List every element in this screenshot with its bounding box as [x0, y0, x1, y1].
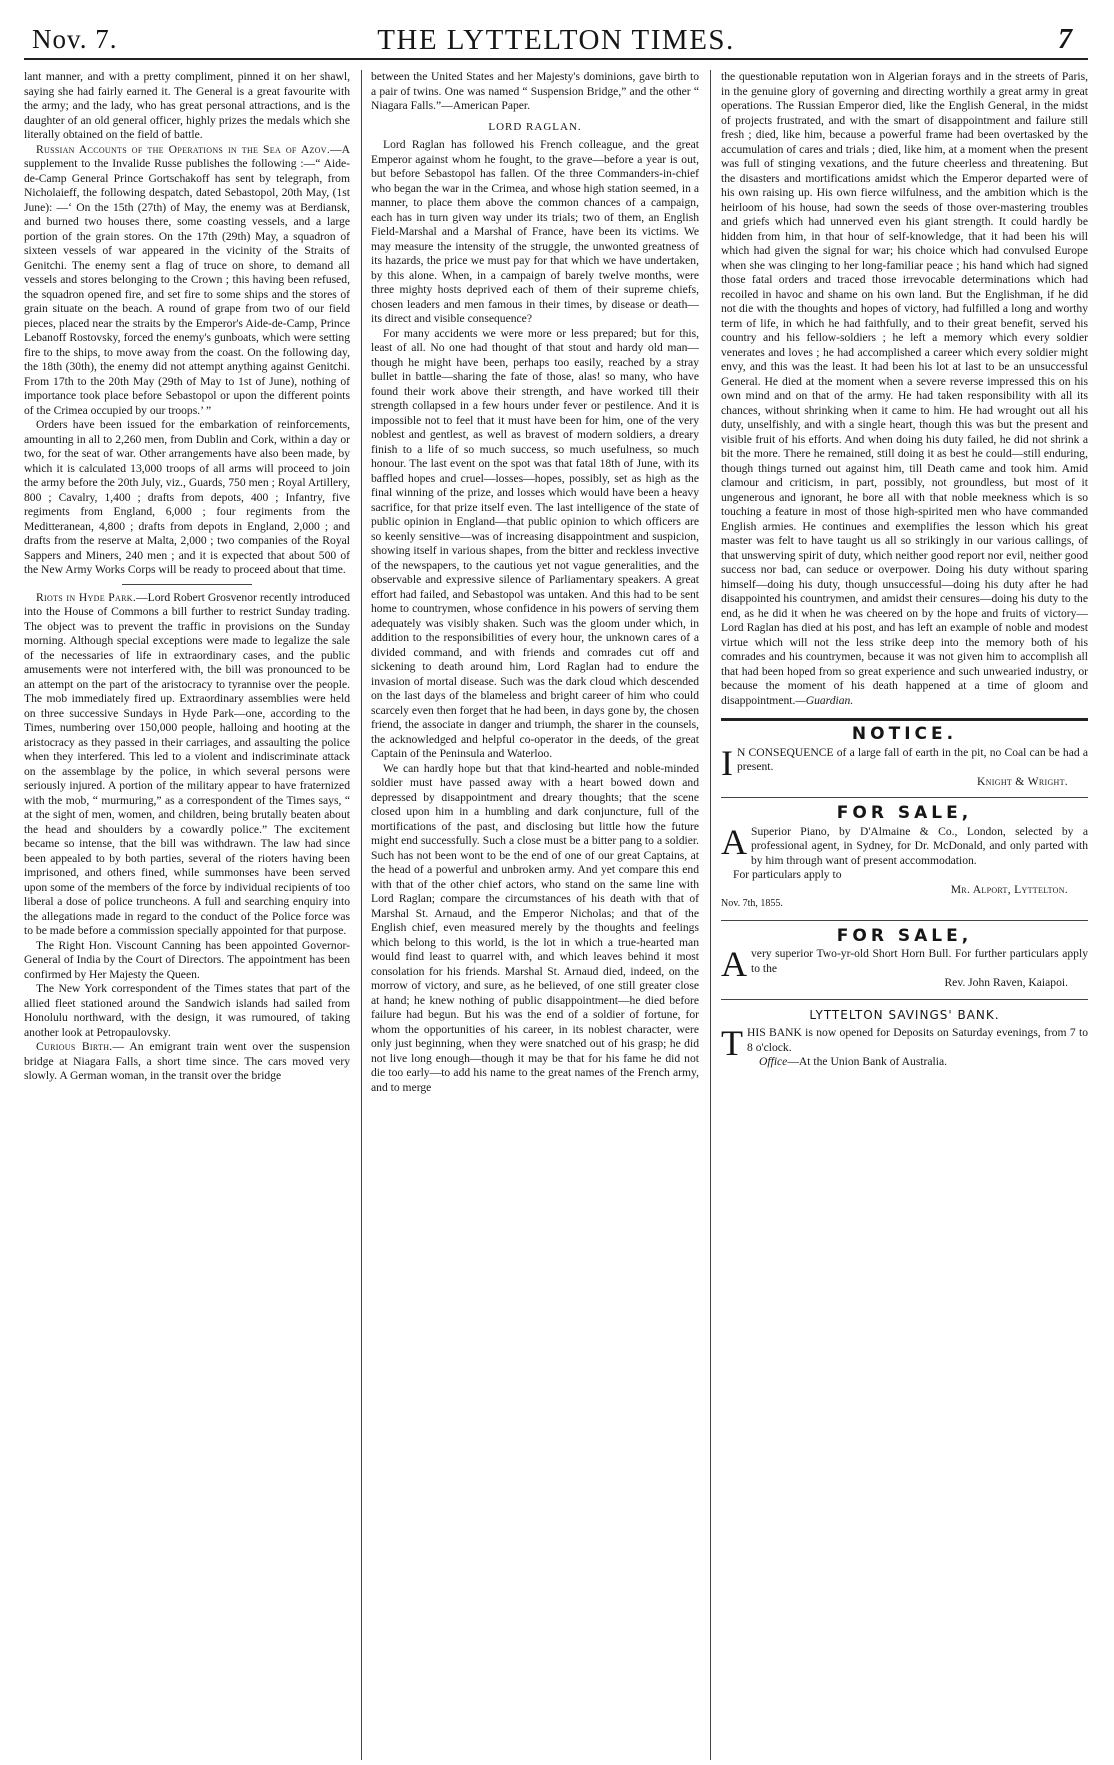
article-body: the questionable reputation won in Algerian forays and in the streets of Paris, in the genuine glory of governing and directing worthily a great army in great operations. The Russian Emperor died, like the English General, in the midst of projects frustrated, and with the smart of disappointment and failure still fresh ; died, like him, because a powerful frame had been overtasked by the accumulation of cares and trials ; died, like him, at a moment when the present was full of stinging vexations, and the future cheerless and threatening. But the disasters and mortifications amidst which the Emperor departed were of his own raising up. His own fierce wilfulness, and the ambition which is the heirloom of his house, had sown the seeds of those over-mastering troubles and griefs which had unnerved even his giant strength. It could hardly be hidden from him, in that hour of self-knowledge, that it had been his will which had given the signal for war; his choice which had convulsed Europe when she was clinging to her long-familiar peace ; his hand which had signed those fatal orders and traced those irrevocable determinations which had recoiled in havoc and shame on his own land. But the Englishman, if he did not die with the thoughts and hopes of victory, had fulfilled a long and worthy term of life, in which he had faithfully, and to their great benefit, served his country and his fellow-soldiers ; he left a memory which every soldier venerates and loves ; he had accomplished a career which every soldier might envy, and this was the least. It had been his lot at last to be an unsuccessful General. He died at the moment when a severe reverse impressed this on his own mind and on that of the army. He had taken responsibility with all its chances, without shrinking when it came to him. He had wrought out all his duty, unselfishly, and with a single heart, though this was but the present and visible fruit of his efforts. And when doing his duty failed, he did not shrink a bit the more. There he remained, still doing it as best he could—still enduring, though things turned out against him, till Death came and took him. Amid clamour and criticism, in part, possibly, not groundless, but most of it ungenerous and ignorant, he bore all with that noble meekness which is so touching a feature in most of those high-spirited men who have commanded English armies. He continues and exemplifies the lesson which his great master was felt to have taught us all so strikingly in our various callings, of that unswerving spirit of duty, which neither good report nor evil, neither good success nor bad, can seduce or overpower. Doing his duty without sparing himself—doing his duty, though unsuccessful—doing his duty after he had disappointed his countrymen, and amidst their censures—doing his duty to the end, as he did it when he was cheered on by the hope and fruits of victory—Lord Raglan has died at his post, and has left an example of noble and modest virtue which will not the less strike deep into the memory both of his comrades and his countrymen, because it was not given him to accomplish all that had been hoped from so great experience and such unwearied industry, or because the moment of his death happened at a time of gloom and disappointment.	[721, 70, 1088, 707]
ad-signature: Knight & Wright.	[977, 774, 1068, 788]
drop-cap: T	[721, 1023, 743, 1063]
column-2	[371, 70, 699, 1760]
article-new-york: The New York correspondent of the Times states that part of the allied fleet stationed around the Sandwich islands had sailed from Honolulu northward, with the design, it was rumoured, of taking another look at Petropaulovsky.	[24, 982, 350, 1039]
ad-for-sale-piano	[721, 803, 1088, 912]
article-russian-accounts	[24, 143, 350, 419]
article-canning: The Right Hon. Viscount Canning has been appointed Governor-General of India by the Court of Directors. The appointment has been confirmed by Her Majesty the Queen.	[24, 938, 350, 981]
article-curious-birth	[24, 1040, 350, 1084]
column-divider	[361, 70, 362, 1760]
article-paragraph: Lord Raglan has followed his French colleague, and the great Emperor against whom he fought, to the grave—before a year is out, but before Sebastopol has fallen. Of the three Commanders-in-chief who began the war in the Crimea, and whose high station seemed, in a manner, to place them above the common chances of a campaign, each has in turn given way under its trials; two of them, an English Field-Marshal and a Marshal of France, have been its victims. We may measure the intensity of the struggle, the unwonted greatness of its hazards, the price we must pay for that which we have undertaken, by this alone. When, in a campaign of barely twelve months, were three mighty hosts deprived each of them of their supreme chiefs, chosen leaders and men famous in their times, by disease or death—its direct and visible consequence?	[371, 138, 699, 325]
ad-office-text: —At the Union Bank of Australia.	[787, 1055, 948, 1068]
article-body: —A supplement to the Invalide Russe publishes the following :—“ Aide-de-Camp General Prince Gortschakoff has sent by telegraph, from Nicholaieff, the following despatch, dated Sebastopol, 20th May, (1st June): —‘ On the 15th (27th) of May, the enemy was at Berdiansk, and burned two houses there, some coasting vessels, and a large portion of the grain stores. On the 17th (29th) May, a squadron of sixteen vessels of war appeared in the vicinity of the Straits of Genitchi. The enemy sent a flag of truce on shore, to demand all vessels and stores belonging to the Crown ; this having been refused, the squadron opened fire, and set fire to some ships and the stores of grain situate on the beach. A round of grape from two of our field pieces, placed near the straits by the Emperor's Aide-de-Camp, Prince Lebanoff Rostovsky, forced the enemy's gunboats, which were setting fire to the ships, to move away from the coast. On the following day, the 18th (30th), the enemy did not attempt anything against Genitchi. From 17th to the 20th May (29th of May to 1st of June), nothing of importance took place before Sebastopol or upon the different points of the Crimea occupied by our troops.’ ”	[24, 142, 350, 417]
ad-signature: Mr. Alport, Lyttelton.	[950, 882, 1068, 896]
article-continuation: between the United States and her Majesty's dominions, gave birth to a pair of twins. One was named “ Suspension Bridge,” and the other “ Niagara Falls.”—American Paper.	[371, 70, 699, 112]
column-1	[24, 70, 350, 1760]
ad-divider	[721, 920, 1088, 921]
ad-body: Superior Piano, by D'Almaine & Co., London, selected by a professional agent, in Sydney, for Dr. McDonald, and only parted with by him through want of present accommodation.	[751, 824, 1088, 867]
ad-apply: For particulars apply to	[733, 868, 842, 881]
article-headline: Curious Birth.	[36, 1040, 113, 1053]
article-paragraph: For many accidents we were more or less prepared; but for this, least of all. No one had thought of that stout and hardy old man—though he might have been, perhaps too easily, reached by a stray bullet in battle—sharing the fate of those, alas! so many, who have found their work above their strength, and have worked till their strength collapsed in a few hours under fever or pestilence. And it is impossible not to feel that it must have been for him, one of the very noblest and gentlest, as well as bravest of modern soldiers, a dreary finish to a life of so much success, so much usefulness, so much honour. The last event on the spot was that fatal 18th of June, with its baffled hopes and cruel—losses—hopes, possibly, set as high as the final winning of the prize, and losses which would have been a heavy sacrifice, for that prize itself even. The last intelligence of the state of public opinion in England—that public opinion to which officers are so keenly sensitive—was of increasing disappointment and suspicion, showing itself in various shapes, from the bitter and reckless invective of the newspapers, to the cautious yet not vague generalities, and the observable and expressive silence of Parliamentary speakers. A great effort had failed, and Sebastopol was untaken. And this had to be sent home to countrymen, whose confidence in his powers of serving them adequately was visibly shaken. Such was the gloom under which, in addition to the responsibilities of every hour, the unknown cares of a divided command, and with friends and comrades cut off and sickening to death around him, Lord Raglan had to endure the invasion of mortal disease. Such was the dark cloud which descended on the last days of the blameless and bright career of him who could scarcely even then forget that he had been, in days gone by, the chosen friend, the associate in danger and triumph, the sharer in the counsels, the acknowledged and helpful co-operator in the deeds, of the great Captain of the Peninsula and Waterloo.	[371, 326, 699, 760]
article-paragraph: We can hardly hope but that that kind-hearted and noble-minded soldier must have passed away with a heart bowed down and depressed by disappointment and dreary thoughts; that the scene closed upon him in a humbling and dark conjuncture, full of the mortifications of the past, and disclosing but little how the future might end successfully. Such a close must be a bitter pang to a soldier. Such has not been wont to be the end of one of our great Captains, at the head of a powerful and unbroken army. And yet compare this end with that of the other chief actors, who stand on the same line with Lord Raglan; compare the circumstances of his death with that of Marshal St. Arnaud, and the Emperor Nicholas; and that of the English chief, even measured merely by the thoughts and feelings which belong to this world, is the lot in which a true-hearted man would find least to quarrel with, and which leaves behind it most consolation for his friends. Marshal St. Arnaud died, indeed, on the morrow of victory, and sure, as he believed, of one still greater close at hand; he knew nothing of public disappointment—he died before failure had begun. But his was the end of a soldier of fortune, for whom the opportunities of his career, in its noblest character, were only just beginning, when they were snatched out of his grasp; he did not live long enough—though it may be that for his fame he did not die too early—to add his name to the great names of the French army, and to merge	[371, 761, 699, 1094]
ad-title: NOTICE.	[851, 724, 958, 744]
ad-signature: Rev. John Raven, Kaiapoi.	[944, 976, 1068, 989]
masthead-rule	[24, 58, 1088, 60]
article-body: — An emigrant train went over the suspension bridge at Niagara Falls, a short time since. The cars moved very slowly. A German woman, in the transit over the bridge	[24, 1040, 350, 1082]
page-number: 7	[1058, 24, 1072, 55]
drop-cap: A	[721, 944, 747, 984]
ad-divider	[721, 999, 1088, 1000]
ad-body: HIS BANK is now opened for Deposits on Saturday evenings, from 7 to 8 o'clock.	[747, 1026, 1088, 1054]
article-continuation	[721, 70, 1088, 708]
ad-for-sale-bull	[721, 925, 1088, 991]
issue-date: Nov. 7.	[32, 24, 118, 54]
ad-date: Nov. 7th, 1855.	[721, 898, 783, 909]
ad-title: FOR SALE,	[836, 803, 973, 823]
article-headline-lord-raglan: LORD RAGLAN.	[488, 120, 582, 133]
ad-divider	[721, 797, 1088, 798]
ad-divider	[721, 718, 1088, 721]
columns	[24, 70, 1088, 1760]
article-continuation: lant manner, and with a pretty compliment, pinned it on her shawl, saying she had fairly earned it. The General is a great favourite with the army; and the lady, who has great personal attractions, and is the daughter of an old general officer, highly prizes the medals which she literally obtained on the field of battle.	[24, 70, 350, 141]
ad-title: FOR SALE,	[836, 925, 973, 946]
article-credit: —Guardian.	[795, 693, 854, 707]
newspaper-title: THE LYTTELTON TIMES.	[377, 24, 735, 56]
article-headline: Riots in Hyde Park.	[36, 590, 137, 604]
ad-body: very superior Two-yr-old Short Horn Bull. For further particulars apply to the	[751, 947, 1088, 975]
column-3	[721, 70, 1088, 1760]
section-divider	[122, 584, 252, 585]
column-divider	[710, 70, 711, 1760]
drop-cap: I	[721, 742, 733, 783]
ad-office-label: Office	[759, 1055, 788, 1068]
ad-savings-bank	[721, 1008, 1088, 1070]
article-headline: Russian Accounts of the Operations in the Sea of Azov.	[36, 142, 331, 156]
ad-title: LYTTELTON SAVINGS' BANK.	[809, 1007, 1000, 1022]
ad-body: N CONSEQUENCE of a large fall of earth in the pit, no Coal can be had a present.	[737, 745, 1088, 773]
ad-office	[721, 1055, 1088, 1070]
ad-notice	[721, 724, 1088, 789]
masthead	[24, 18, 1088, 60]
drop-cap: A	[721, 821, 747, 862]
article-orders: Orders have been issued for the embarkation of reinforcements, amounting in all to 2,260 men, from Dublin and Cork, within a day or two, for the seat of war. Other arrangements have also been made, by which it is calculated 13,000 troops of all arms will proceed to join the army before the 20th July, viz., Guards, 750 men ; Royal Artillery, 800 ; Cavalry, 1,400 ; drafts from depots, 400 ; Infantry, five regiments from England, 6,000 ; four regiments from the Meditteranean, 4,800 ; drafts from depots in England, 2,000 ; and drafts from the reserve at Malta, 2,000 ; two companies of the Royal Sappers and Miners, 240 men ; and it is expected that about 500 of the New Army Works Corps will be ready to proceed about that time.	[24, 418, 350, 576]
article-body: —Lord Robert Grosvenor recently introduced into the House of Commons a bill further to restrict Sunday trading. The object was to prevent the traffic in provisions on the Sunday morning. Although special exceptions were made to legalize the sale of the necessaries of life in extraordinary cases, and the public amusements were not interfered with, the bill was pronounced to be an attempt on the part of the aristocracy to tyrannise over the people. The mob immediately fired up. Extraordinary assemblies were held on three successive Sundays in Hyde Park—one, according to the Times, numbering over 150,000 people, halloing and hooting at the aristocracy as they passed in their carriages, and assaulting the police when they interfered. This led to a violent and indiscriminate attack on the assemblage by the police, in which several persons were seriously injured. A portion of the military appear to have fraternized with the mob, “ murmuring,” as a correspondent of the Times says, “ at the sight of men, women, and children, being brutally beaten about the head and shoulders by a cowardly police.” The excitement became so intense, that the bill was withdrawn. The law had since been appealed to by both parties, several of the rioters having been imprisoned, and others fined, while summonses have been served upon some of the members of the force by individual recipients of too liberal a dose of police truncheons. A full and searching enquiry into the allegations made in regard to the conduct of the Police force was to be made before a commission specially appointed for that purpose.	[24, 590, 350, 937]
article-riots	[24, 591, 350, 939]
